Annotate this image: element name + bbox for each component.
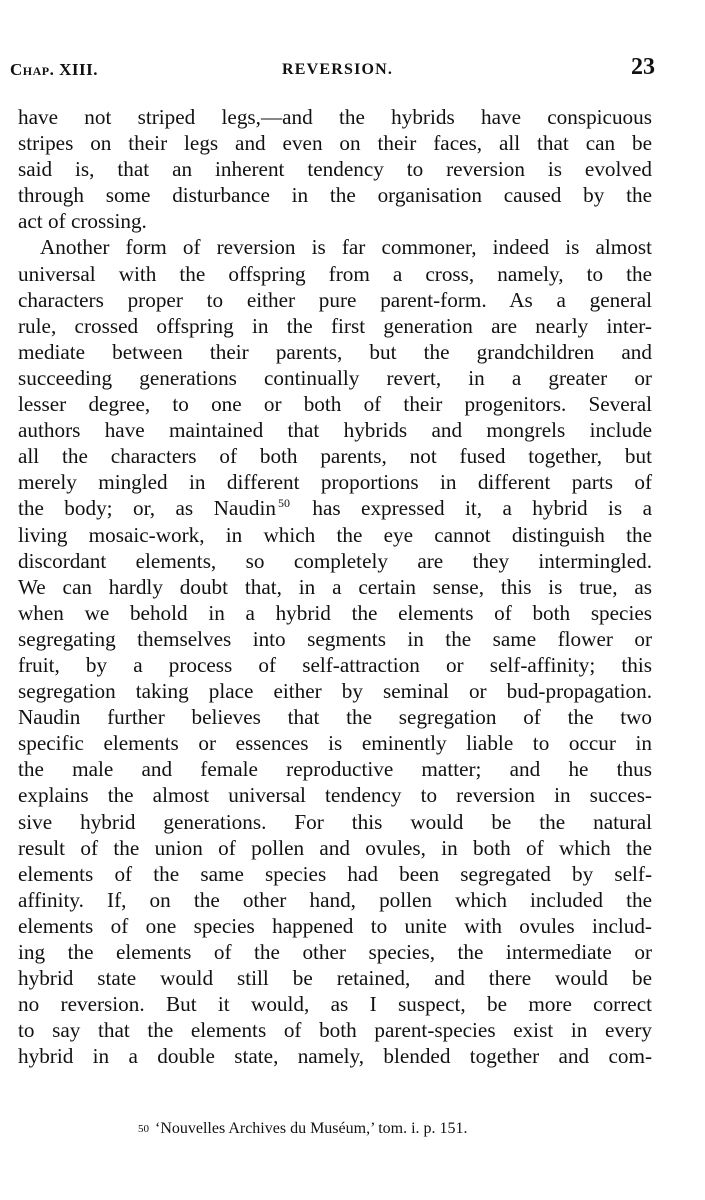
text-line: universal with the offspring from a cross, namely, to the [18, 261, 652, 286]
text-line: characters proper to either pure parent-form. As a general [18, 287, 652, 312]
text-line: Another form of reversion is far commoner, indeed is almost [40, 235, 652, 260]
text-line: Naudin further believes that the segregation of the two [18, 705, 652, 730]
running-title: REVERSION. [282, 61, 394, 78]
text-line: elements of one species happened to unite with ovules includ- [18, 913, 652, 938]
text-line: no reversion. But it would, as I suspect, be more correct [18, 992, 652, 1017]
text-line: authors have maintained that hybrids and mongrels include [18, 418, 652, 443]
text-line-with-footnote [18, 495, 652, 521]
text-line: fruit, by a process of self-attraction or self-affinity; this [18, 652, 652, 677]
text-segment: the body; or, as Naudin [18, 496, 276, 521]
text-line: act of crossing. [18, 209, 147, 234]
text-line: affinity. If, on the other hand, pollen which included the [18, 887, 652, 912]
text-line: to say that the elements of both parent-species exist in every [18, 1018, 652, 1043]
text-line: discordant elements, so completely are they intermingled. [18, 548, 652, 573]
text-line: living mosaic-work, in which the eye cannot distinguish the [18, 522, 652, 547]
text-line: merely mingled in different proportions in different parts of [18, 470, 652, 495]
text-line: all the characters of both parents, not fused together, but [18, 444, 652, 469]
chapter-label: Chap. XIII. [10, 60, 98, 79]
running-head [10, 56, 655, 86]
text-segment: has expressed it, a hybrid is a [291, 496, 652, 521]
text-line: specific elements or essences is eminently liable to occur in [18, 731, 652, 756]
text-line: elements of the same species had been segregated by self- [18, 861, 652, 886]
text-line: have not striped legs,—and the hybrids have conspicuous [18, 105, 652, 129]
text-line: succeeding generations continually revert, in a greater or [18, 365, 652, 390]
text-line: hybrid state would still be retained, and there would be [18, 966, 652, 991]
text-line: segregating themselves into segments in the same flower or [18, 626, 652, 651]
text-line: explains the almost universal tendency to reversion in succes- [18, 783, 652, 808]
text-line: when we behold in a hybrid the elements of both species [18, 600, 652, 625]
text-line: segregation taking place either by seminal or bud-propagation. [18, 679, 652, 704]
footnote [138, 1120, 468, 1138]
text-line: mediate between their parents, but the grandchildren and [18, 339, 652, 364]
text-line: stripes on their legs and even on their faces, all that can be [18, 131, 652, 156]
text-line: rule, crossed offspring in the first generation are nearly inter- [18, 313, 652, 338]
text-line: the male and female reproductive matter; and he thus [18, 757, 652, 782]
body-text [18, 104, 652, 1069]
text-line: through some disturbance in the organisation caused by the [18, 183, 652, 208]
text-line: said is, that an inherent tendency to reversion is evolved [18, 157, 652, 182]
text-line: We can hardly doubt that, in a certain sense, this is true, as [18, 574, 652, 599]
text-line: lesser degree, to one or both of their progenitors. Several [18, 392, 652, 417]
footnote-reference: 50 [277, 496, 290, 511]
text-line: sive hybrid generations. For this would be the natural [18, 809, 652, 834]
footnote-text: ‘Nouvelles Archives du Muséum,’ tom. i. p. 151. [155, 1120, 468, 1137]
text-line: hybrid in a double state, namely, blended together and com- [18, 1044, 652, 1069]
text-line: result of the union of pollen and ovules, in both of which the [18, 835, 652, 860]
page-number: 23 [631, 54, 655, 80]
text-line: ing the elements of the other species, the intermediate or [18, 940, 652, 964]
footnote-marker: 50 [138, 1123, 149, 1135]
